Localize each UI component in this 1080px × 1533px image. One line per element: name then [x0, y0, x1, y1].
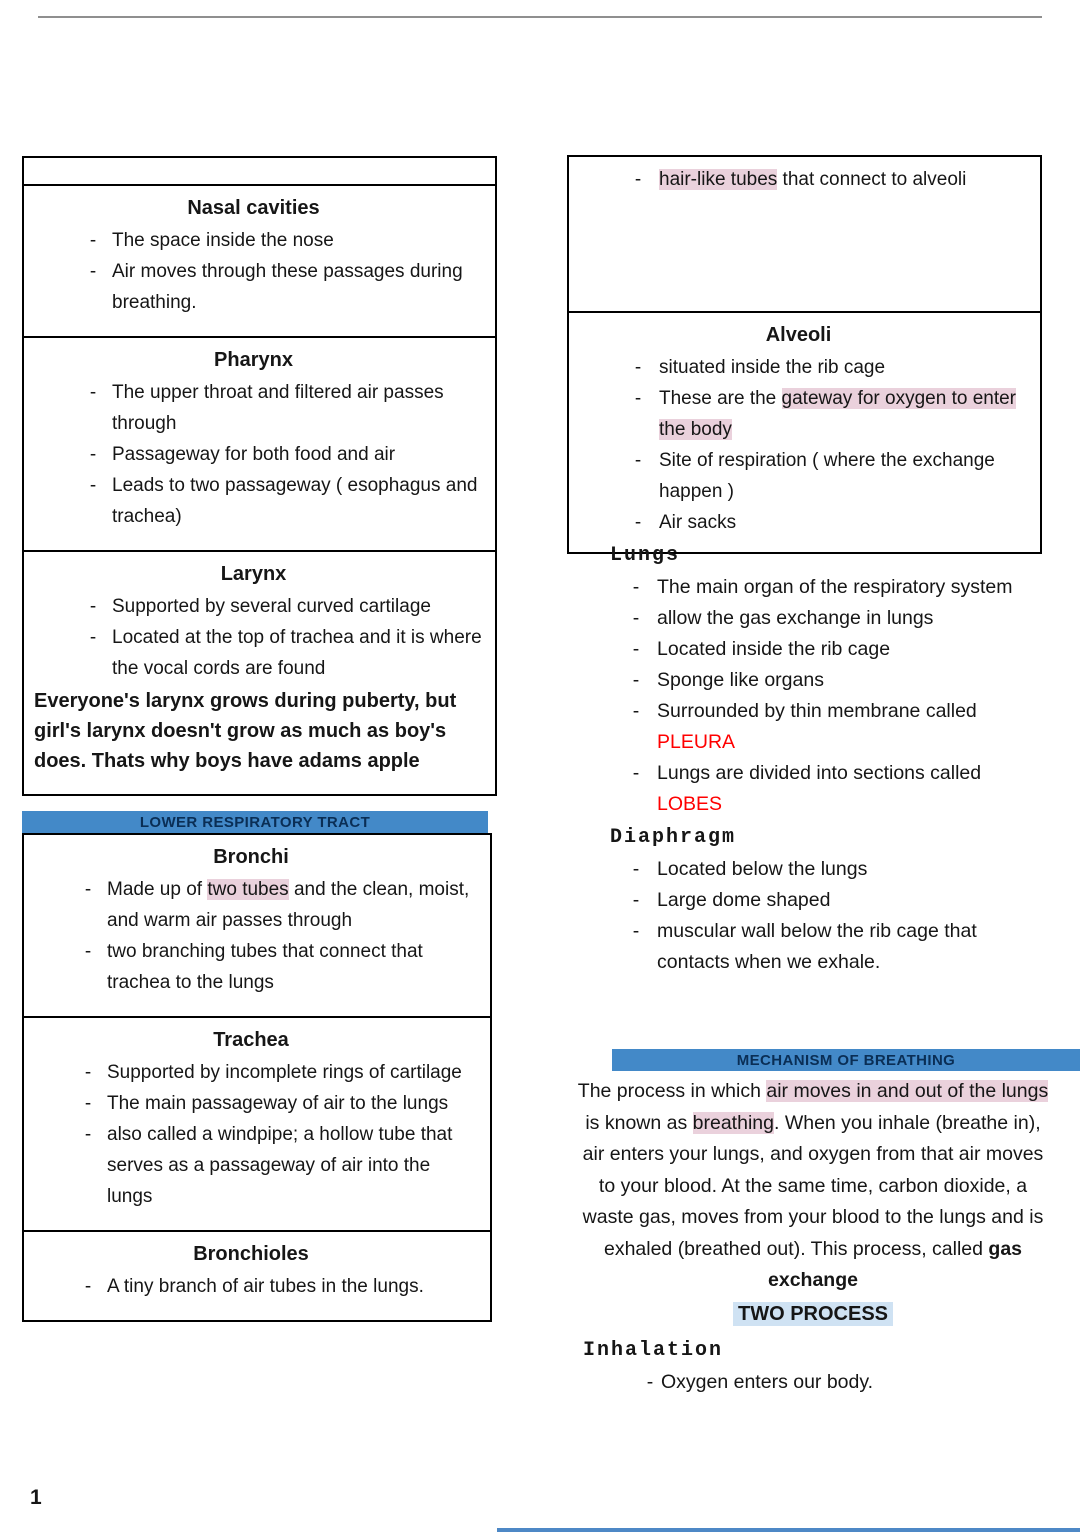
bullet-text: Passageway for both food and air [112, 444, 396, 465]
right-column [567, 538, 1048, 978]
list-item [24, 1119, 478, 1212]
bullet-text: These are the gateway for oxygen to enter the body [659, 388, 1017, 440]
list-item [567, 696, 1048, 758]
section-bronchi [24, 835, 490, 1016]
upper-respiratory-box [22, 156, 497, 796]
section-title: Nasal cavities [187, 197, 320, 219]
bullet-dash: - [89, 230, 97, 251]
bullet-dash: - [634, 388, 642, 409]
bullet-text: two branching tubes that connect that trachea to the lungs [107, 941, 423, 993]
list-item [24, 256, 483, 318]
bullet-dash: - [89, 261, 97, 282]
bullet-text: The upper throat and filtered air passes through [112, 382, 444, 434]
bullet-dash: - [632, 700, 640, 722]
alveoli-box [567, 155, 1042, 554]
mechanism-header-bar [612, 1049, 1080, 1071]
bullet-text: The main passageway of air to the lungs [107, 1093, 449, 1114]
list-item [24, 874, 478, 936]
bullet-text: muscular wall below the rib cage that contacts when we exhale. [657, 920, 977, 973]
bullet-dash: - [632, 638, 640, 660]
bullet-text: Site of respiration ( where the exchange happen ) [659, 450, 995, 502]
list-item [24, 439, 483, 470]
bullet-dash: - [632, 920, 640, 942]
section-title: Alveoli [765, 324, 832, 346]
section-continuation [569, 157, 1040, 311]
list-item [569, 507, 1028, 538]
list-item [577, 1367, 1049, 1398]
bullet-text: allow the gas exchange in lungs [657, 607, 934, 629]
lower-respiratory-header-bar [22, 811, 488, 833]
list-item [24, 1271, 478, 1302]
bullet-dash: - [89, 596, 97, 617]
bullet-text: A tiny branch of air tubes in the lungs. [107, 1276, 424, 1297]
bullet-text: situated inside the rib cage [659, 357, 886, 378]
bullet-dash: - [634, 512, 642, 533]
bullet-dash: - [84, 879, 92, 900]
bullet-dash: - [632, 669, 640, 691]
bullet-text: Leads to two passageway ( esophagus and trachea) [112, 475, 478, 527]
section-title: Pharynx [214, 349, 293, 371]
bullet-text: Surrounded by thin membrane called PLEURA [657, 700, 977, 753]
bullet-dash: - [632, 762, 640, 784]
section-title: Bronchi [213, 846, 289, 868]
list-item [24, 591, 483, 622]
list-item [567, 854, 1048, 885]
bullet-dash: - [84, 1093, 92, 1114]
list-item [24, 622, 483, 684]
bullet-dash: - [632, 858, 640, 880]
bullet-text: hair-like tubes that connect to alveoli [659, 169, 967, 190]
bullet-text: Air sacks [659, 512, 737, 533]
larynx-note: Everyone's larynx grows during puberty, but girl's larynx doesn't grow as much as boy's does. Thats why boys have adams apple [34, 690, 457, 772]
bullet-text: also called a windpipe; a hollow tube that serves as a passageway of air into the lungs [107, 1124, 453, 1207]
bullet-dash: - [89, 475, 97, 496]
page-number: 1 [30, 1486, 42, 1509]
bullet-dash: - [84, 1124, 92, 1145]
list-item [24, 1057, 478, 1088]
bullet-dash: - [632, 576, 640, 598]
bullet-dash: - [89, 444, 97, 465]
list-item [24, 936, 478, 998]
bullet-text: Large dome shaped [657, 889, 831, 911]
bullet-dash: - [632, 607, 640, 629]
list-item [567, 603, 1048, 634]
bullet-text: Supported by incomplete rings of cartilage [107, 1062, 462, 1083]
bullet-text: Oxygen enters our body. [661, 1370, 874, 1393]
two-process-line [577, 1298, 1049, 1332]
section-bronchioles [24, 1230, 490, 1320]
section-title: Trachea [213, 1029, 289, 1051]
bullet-dash: - [84, 1062, 92, 1083]
section-pharynx [24, 336, 495, 550]
list-item [24, 225, 483, 256]
list-item [569, 383, 1028, 445]
bullet-text: Located inside the rib cage [657, 638, 891, 660]
list-item [569, 352, 1028, 383]
section-larynx [24, 550, 495, 794]
diaphragm-heading: Diaphragm [610, 826, 737, 849]
two-process-label: TWO PROCESS [733, 1302, 893, 1326]
bullet-text: The main organ of the respiratory system [657, 576, 1013, 598]
mechanism-header-label: MECHANISM OF BREATHING [736, 1051, 956, 1069]
list-item [569, 445, 1028, 507]
lower-respiratory-header-label: LOWER RESPIRATORY TRACT [139, 813, 371, 831]
top-divider [38, 16, 1042, 18]
bullet-text: Sponge like organs [657, 669, 824, 691]
list-item [567, 885, 1048, 916]
bullet-text: The space inside the nose [112, 230, 334, 251]
empty-header-row [24, 158, 495, 184]
bullet-dash: - [89, 382, 97, 403]
section-trachea [24, 1016, 490, 1230]
section-title: Bronchioles [193, 1243, 309, 1265]
section-title: Larynx [220, 563, 287, 585]
list-item [567, 916, 1048, 978]
list-item [24, 1088, 478, 1119]
mechanism-paragraph: The process in which air moves in and out of the lungs is known as breathing. When you inhale (breathe in), air enters your lungs, and oxygen from that air moves to your blood. At the same time, carbon dioxide, a waste gas, moves from your blood to the lungs and is exhaled (breathed out). This process, called gas exchange [577, 1080, 1049, 1291]
bullet-dash: - [84, 1276, 92, 1297]
section-alveoli [569, 311, 1040, 552]
bullet-text: Air moves through these passages during breathing. [112, 261, 463, 313]
list-item [24, 470, 483, 532]
list-item [567, 572, 1048, 603]
list-item [569, 164, 1028, 195]
bullet-text: Located at the top of trachea and it is where the vocal cords are found [112, 627, 482, 679]
lungs-heading: Lungs [610, 544, 681, 567]
bullet-text: Located below the lungs [657, 858, 868, 880]
list-item [567, 758, 1048, 820]
mechanism-section [577, 1076, 1049, 1398]
bullet-text: Lungs are divided into sections called LOBES [657, 762, 982, 815]
section-nasal-cavities [24, 184, 495, 336]
list-item [24, 377, 483, 439]
lower-respiratory-box [22, 833, 492, 1322]
bullet-dash: - [634, 169, 642, 190]
list-item [567, 665, 1048, 696]
bullet-dash: - [634, 357, 642, 378]
bullet-dash: - [632, 889, 640, 911]
bullet-dash: - [634, 450, 642, 471]
bottom-divider [497, 1528, 1080, 1532]
bullet-text: Made up of two tubes and the clean, moist, and warm air passes through [107, 879, 470, 931]
bullet-dash: - [84, 941, 92, 962]
bullet-dash: - [89, 627, 97, 648]
bullet-dash: - [646, 1370, 654, 1393]
bullet-text: Supported by several curved cartilage [112, 596, 431, 617]
inhalation-heading: Inhalation [583, 1338, 724, 1362]
list-item [567, 634, 1048, 665]
